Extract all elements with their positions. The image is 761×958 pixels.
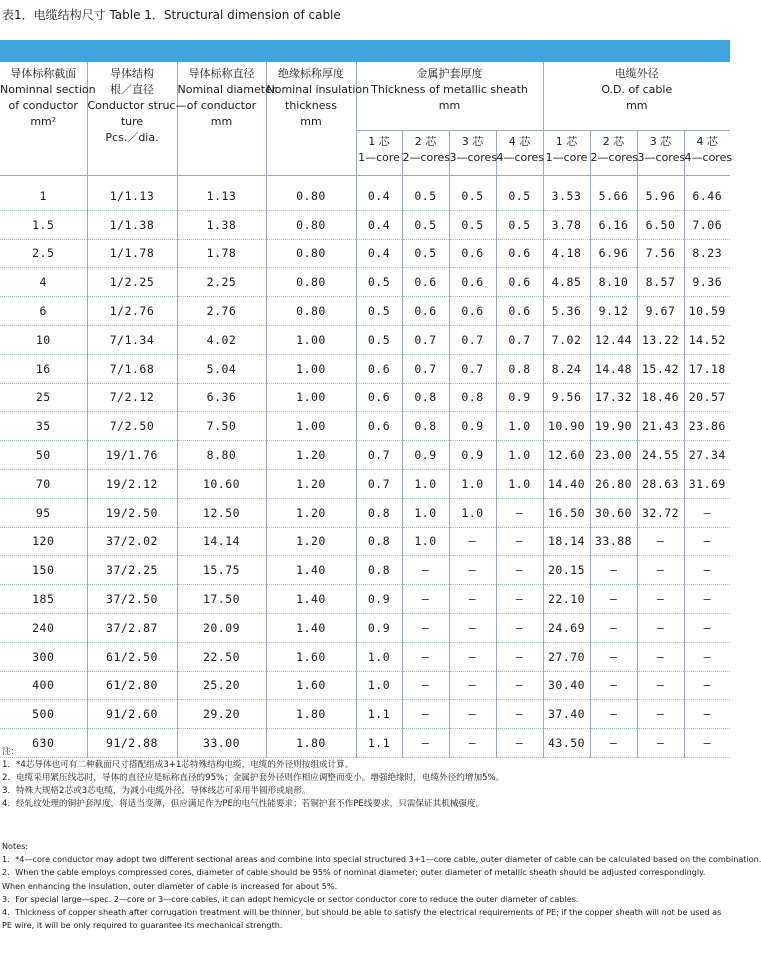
table-cell: 1/1.13 xyxy=(87,176,177,211)
table-cell: 1.00 xyxy=(266,325,356,354)
table-cell: 14.14 xyxy=(177,527,266,556)
table-cell: 1.20 xyxy=(266,441,356,470)
table-cell: 3.78 xyxy=(543,210,590,239)
table-cell: 3.53 xyxy=(543,176,590,211)
table-cell: — xyxy=(637,671,684,700)
table-cell: 10 xyxy=(0,325,87,354)
table-cell: 0.6 xyxy=(402,268,449,297)
table-cell: 1.20 xyxy=(266,498,356,527)
od-1core: 1 芯 1—core xyxy=(543,131,590,176)
header-band xyxy=(0,40,730,62)
table-cell: 1.40 xyxy=(266,585,356,614)
col-header-section: 导体标称截面 Nominnal section of conductor mm² xyxy=(0,62,87,176)
table-cell: — xyxy=(496,556,543,585)
col-header-diameter: 导体标称直径 Nominal diameter of conductor mm xyxy=(177,62,266,176)
table-cell: — xyxy=(637,527,684,556)
table-title: 表1．电缆结构尺寸 Table 1．Structural dimension of cable xyxy=(2,8,341,22)
table-cell: 630 xyxy=(0,729,87,758)
table-cell: 1.40 xyxy=(266,613,356,642)
table-row xyxy=(0,325,730,354)
table-cell: 8.24 xyxy=(543,354,590,383)
table-cell: 0.7 xyxy=(449,354,496,383)
table-cell: 0.6 xyxy=(356,354,402,383)
table-cell: 7/1.34 xyxy=(87,325,177,354)
table-cell: 7.06 xyxy=(684,210,730,239)
table-cell: 0.8 xyxy=(402,383,449,412)
table-cell: 23.86 xyxy=(684,412,730,441)
table-cell: — xyxy=(496,585,543,614)
table-cell: 5.96 xyxy=(637,176,684,211)
table-cell: — xyxy=(402,671,449,700)
table-cell: 6.50 xyxy=(637,210,684,239)
table-cell: 1.80 xyxy=(266,729,356,758)
table-cell: 150 xyxy=(0,556,87,585)
table-cell: 4.85 xyxy=(543,268,590,297)
table-cell: 7/2.50 xyxy=(87,412,177,441)
table-cell: — xyxy=(449,613,496,642)
table-cell: — xyxy=(402,642,449,671)
table-cell: 22.50 xyxy=(177,642,266,671)
table-cell: — xyxy=(449,527,496,556)
table-cell: 0.5 xyxy=(496,210,543,239)
table-cell: 0.9 xyxy=(402,441,449,470)
table-cell: 12.44 xyxy=(590,325,637,354)
table-cell: 30.60 xyxy=(590,498,637,527)
table-cell: 4.02 xyxy=(177,325,266,354)
table-cell: 0.6 xyxy=(449,239,496,268)
table-cell: 4.18 xyxy=(543,239,590,268)
table-cell: 22.10 xyxy=(543,585,590,614)
table-row xyxy=(0,527,730,556)
table-cell: 43.50 xyxy=(543,729,590,758)
table-cell: 18.14 xyxy=(543,527,590,556)
table-cell: 37/2.87 xyxy=(87,613,177,642)
table-cell: — xyxy=(590,700,637,729)
table-cell: 0.6 xyxy=(496,268,543,297)
table-cell: 0.5 xyxy=(402,239,449,268)
table-cell: 185 xyxy=(0,585,87,614)
note-en-item: 1．*4—core conductor may adopt two different sectional areas and combine into special structured 3+1—core cable, outer diameter of cable can be calculated based on the combination. xyxy=(2,854,761,865)
table-cell: 0.80 xyxy=(266,268,356,297)
table-cell: 0.5 xyxy=(449,176,496,211)
table-cell: 91/2.60 xyxy=(87,700,177,729)
table-cell: — xyxy=(402,613,449,642)
table-cell: 33.00 xyxy=(177,729,266,758)
table-cell: 120 xyxy=(0,527,87,556)
table-cell: 12.50 xyxy=(177,498,266,527)
table-cell: 5.66 xyxy=(590,176,637,211)
notes-chinese xyxy=(2,746,730,811)
table-cell: 23.00 xyxy=(590,441,637,470)
table-cell: 0.6 xyxy=(496,297,543,326)
table-cell: 15.75 xyxy=(177,556,266,585)
table-cell: 35 xyxy=(0,412,87,441)
table-cell: 6.96 xyxy=(590,239,637,268)
table-row xyxy=(0,176,730,211)
table-cell: 1/1.78 xyxy=(87,239,177,268)
table-cell: 10.90 xyxy=(543,412,590,441)
table-cell: 9.56 xyxy=(543,383,590,412)
table-cell: 24.69 xyxy=(543,613,590,642)
table-cell: 0.9 xyxy=(449,441,496,470)
table-cell: 0.6 xyxy=(449,268,496,297)
table-cell: 0.7 xyxy=(356,441,402,470)
table-cell: 14.40 xyxy=(543,469,590,498)
table-cell: — xyxy=(449,556,496,585)
table-cell: 19/2.50 xyxy=(87,498,177,527)
table-cell: 25.20 xyxy=(177,671,266,700)
table-cell: — xyxy=(637,613,684,642)
table-cell: 1.13 xyxy=(177,176,266,211)
table-cell: 0.6 xyxy=(356,412,402,441)
table-cell: 0.9 xyxy=(449,412,496,441)
table-cell: 33.88 xyxy=(590,527,637,556)
table-cell: 28.63 xyxy=(637,469,684,498)
table-cell: 7/1.68 xyxy=(87,354,177,383)
table-cell: 1.00 xyxy=(266,383,356,412)
table-cell: 8.23 xyxy=(684,239,730,268)
table-cell: 61/2.80 xyxy=(87,671,177,700)
table-cell: 19/2.12 xyxy=(87,469,177,498)
table-cell: 37/2.02 xyxy=(87,527,177,556)
table-cell: — xyxy=(496,729,543,758)
table-cell: — xyxy=(684,585,730,614)
table-cell: — xyxy=(684,729,730,758)
table-cell: 1/2.25 xyxy=(87,268,177,297)
table-cell: 0.5 xyxy=(496,176,543,211)
table-cell: 27.34 xyxy=(684,441,730,470)
table-cell: 0.4 xyxy=(356,210,402,239)
table-body xyxy=(0,176,730,758)
od-2cores: 2 芯 2—cores xyxy=(590,131,637,176)
table-cell: 0.8 xyxy=(402,412,449,441)
table-cell: 1.1 xyxy=(356,700,402,729)
sheath-4cores: 4 芯 4—cores xyxy=(496,131,543,176)
table-cell: 0.7 xyxy=(449,325,496,354)
table-cell: 1.60 xyxy=(266,642,356,671)
table-cell: 1/2.76 xyxy=(87,297,177,326)
table-cell: 18.46 xyxy=(637,383,684,412)
table-cell: — xyxy=(496,671,543,700)
table-cell: 1.0 xyxy=(356,671,402,700)
od-3cores: 3 芯 3—cores xyxy=(637,131,684,176)
table-cell: 6 xyxy=(0,297,87,326)
table-row xyxy=(0,585,730,614)
col-header-structure: 导体结构 根／直径 Conductor struc— ture Pcs.／dia. xyxy=(87,62,177,176)
notes-en-heading: Notes: xyxy=(2,841,29,851)
table-cell: — xyxy=(684,700,730,729)
table-cell: 6.16 xyxy=(590,210,637,239)
table-cell: 20.09 xyxy=(177,613,266,642)
table-cell: — xyxy=(684,556,730,585)
group-header-od: 电缆外径 O.D. of cable mm xyxy=(543,62,730,131)
table-cell: 2.5 xyxy=(0,239,87,268)
table-cell: 37/2.50 xyxy=(87,585,177,614)
table-cell: 95 xyxy=(0,498,87,527)
table-cell: 240 xyxy=(0,613,87,642)
note-en-item: 3．For special large—spec. 2—core or 3—core cables, it can adopt hemicycle or sector conductor core to reduce the outer diameter of cables. xyxy=(2,893,579,904)
table-cell: 1 xyxy=(0,176,87,211)
table-cell: 7.02 xyxy=(543,325,590,354)
sheath-1core: 1 芯 1—core xyxy=(356,131,402,176)
table-cell: 70 xyxy=(0,469,87,498)
table-row xyxy=(0,412,730,441)
table-cell: 0.9 xyxy=(356,585,402,614)
table-cell: 10.60 xyxy=(177,469,266,498)
table-cell: 0.8 xyxy=(356,498,402,527)
table-cell: 27.70 xyxy=(543,642,590,671)
table-cell: 8.57 xyxy=(637,268,684,297)
table-cell: 0.7 xyxy=(356,469,402,498)
sheath-3cores: 3 芯 3—cores xyxy=(449,131,496,176)
table-cell: 1.0 xyxy=(402,527,449,556)
table-cell: — xyxy=(496,642,543,671)
table-cell: — xyxy=(449,585,496,614)
table-row xyxy=(0,613,730,642)
table-cell: 0.7 xyxy=(402,354,449,383)
table-cell: 30.40 xyxy=(543,671,590,700)
table-cell: 19/1.76 xyxy=(87,441,177,470)
cable-dimension-table xyxy=(0,62,733,758)
table-cell: 0.80 xyxy=(266,210,356,239)
table-cell: — xyxy=(590,729,637,758)
table-cell: 0.4 xyxy=(356,239,402,268)
table-cell: — xyxy=(449,642,496,671)
note-cn-item: 3．特殊大规格2芯或3芯电缆，为减小电缆外径，导体线芯可采用半圆形或扇形。 xyxy=(2,786,311,796)
note-cn-item: 4．经轧纹处理的铜护套厚度，将适当变薄，但应满足作为PE的电气性能要求；若铜护套不作PE线要求，只需保证其机械强度。 xyxy=(2,799,485,809)
table-cell: 0.8 xyxy=(496,354,543,383)
table-cell: — xyxy=(637,585,684,614)
table-cell: 0.4 xyxy=(356,176,402,211)
table-cell: 1.0 xyxy=(449,498,496,527)
table-cell: — xyxy=(684,671,730,700)
table-cell: 29.20 xyxy=(177,700,266,729)
table-cell: 6.46 xyxy=(684,176,730,211)
table-cell: 0.6 xyxy=(496,239,543,268)
table-cell: 1.0 xyxy=(449,469,496,498)
table-cell: — xyxy=(684,527,730,556)
table-cell: 16 xyxy=(0,354,87,383)
table-cell: 13.22 xyxy=(637,325,684,354)
table-cell: 1.0 xyxy=(356,642,402,671)
table-cell: 1.1 xyxy=(356,729,402,758)
table-cell: 1/1.38 xyxy=(87,210,177,239)
table-row xyxy=(0,268,730,297)
table-cell: — xyxy=(402,729,449,758)
table-row xyxy=(0,354,730,383)
table-cell: — xyxy=(684,613,730,642)
table-cell: 1.40 xyxy=(266,556,356,585)
table-cell: — xyxy=(590,613,637,642)
table-cell: 50 xyxy=(0,441,87,470)
table-cell: 4 xyxy=(0,268,87,297)
table-cell: 0.80 xyxy=(266,239,356,268)
table-cell: 0.5 xyxy=(402,176,449,211)
table-cell: 1.5 xyxy=(0,210,87,239)
table-cell: 300 xyxy=(0,642,87,671)
table-cell: 1.0 xyxy=(402,498,449,527)
table-row xyxy=(0,383,730,412)
table-cell: 17.18 xyxy=(684,354,730,383)
table-row xyxy=(0,469,730,498)
table-cell: 0.80 xyxy=(266,176,356,211)
table-cell: 91/2.88 xyxy=(87,729,177,758)
note-cn-item: 1．*4芯导体也可有二种截面尺寸搭配组成3+1芯特殊结构电缆，电缆的外径则按组成计算。 xyxy=(2,760,354,770)
note-en-item: 4．Thickness of copper sheath after corrugation treatment will be thinner, but should be able to satisfy the electrical requirements of PE; if the copper sheath will not be used as PE wire, it will be only required to guarantee its mechanical strength. xyxy=(2,907,722,931)
table-cell: 9.36 xyxy=(684,268,730,297)
table-row xyxy=(0,239,730,268)
table-cell: — xyxy=(637,642,684,671)
table-cell: 1.00 xyxy=(266,354,356,383)
table-cell: 32.72 xyxy=(637,498,684,527)
table-cell: 19.90 xyxy=(590,412,637,441)
table-cell: — xyxy=(496,700,543,729)
table-cell: 0.5 xyxy=(356,325,402,354)
table-cell: 0.5 xyxy=(449,210,496,239)
table-cell: 8.10 xyxy=(590,268,637,297)
table-cell: 14.48 xyxy=(590,354,637,383)
table-cell: 2.76 xyxy=(177,297,266,326)
table-cell: 16.50 xyxy=(543,498,590,527)
table-cell: 31.69 xyxy=(684,469,730,498)
table-row xyxy=(0,671,730,700)
table-cell: — xyxy=(590,556,637,585)
table-cell: 400 xyxy=(0,671,87,700)
table-cell: 1.0 xyxy=(496,469,543,498)
group-header-sheath: 金属护套厚度 Thickness of metallic sheath mm xyxy=(356,62,543,131)
table-cell: 7.50 xyxy=(177,412,266,441)
table-row xyxy=(0,297,730,326)
table-row xyxy=(0,498,730,527)
table-cell: — xyxy=(402,585,449,614)
col-header-insulation: 绝缘标称厚度 Nominal insulation thickness mm xyxy=(266,62,356,176)
table-cell: 20.57 xyxy=(684,383,730,412)
table-cell: 0.9 xyxy=(356,613,402,642)
table-cell: 37/2.25 xyxy=(87,556,177,585)
table-cell: 1.80 xyxy=(266,700,356,729)
table-cell: 5.04 xyxy=(177,354,266,383)
table-cell: — xyxy=(449,671,496,700)
sheath-2cores: 2 芯 2—cores xyxy=(402,131,449,176)
table-cell: 17.50 xyxy=(177,585,266,614)
table-cell: 0.8 xyxy=(356,527,402,556)
notes-english xyxy=(2,840,761,932)
table-cell: 1.78 xyxy=(177,239,266,268)
table-cell: — xyxy=(637,556,684,585)
table-cell: 0.80 xyxy=(266,297,356,326)
table-cell: 9.67 xyxy=(637,297,684,326)
table-cell: 25 xyxy=(0,383,87,412)
table-cell: 1.38 xyxy=(177,210,266,239)
table-cell: 6.36 xyxy=(177,383,266,412)
table-cell: — xyxy=(449,700,496,729)
table-cell: 14.52 xyxy=(684,325,730,354)
table-cell: 0.7 xyxy=(496,325,543,354)
table-cell: — xyxy=(496,527,543,556)
table-cell: 1.60 xyxy=(266,671,356,700)
table-row xyxy=(0,556,730,585)
table-cell: 61/2.50 xyxy=(87,642,177,671)
table-cell: 1.0 xyxy=(496,441,543,470)
table-cell: 0.5 xyxy=(402,210,449,239)
table-cell: 12.60 xyxy=(543,441,590,470)
notes-cn-heading: 注： xyxy=(2,747,20,757)
table-cell: 26.80 xyxy=(590,469,637,498)
table-cell: — xyxy=(590,671,637,700)
table-cell: — xyxy=(496,613,543,642)
table-cell: — xyxy=(449,729,496,758)
table-cell: 1.00 xyxy=(266,412,356,441)
table-cell: 9.12 xyxy=(590,297,637,326)
table-row xyxy=(0,642,730,671)
od-4cores: 4 芯 4—cores xyxy=(684,131,730,176)
table-cell: — xyxy=(402,556,449,585)
note-cn-item: 2．电缆采用紧压线芯时，导体的直径应是标称直径的95%；金属护套外径则作相应调整而变小。增强绝缘时，电缆外径约增加5%。 xyxy=(2,773,505,783)
table-row xyxy=(0,441,730,470)
table-cell: 15.42 xyxy=(637,354,684,383)
table-cell: 10.59 xyxy=(684,297,730,326)
table-cell: — xyxy=(637,729,684,758)
table-cell: — xyxy=(684,498,730,527)
table-cell: 0.6 xyxy=(356,383,402,412)
table-cell: 37.40 xyxy=(543,700,590,729)
table-row xyxy=(0,700,730,729)
table-cell: 7.56 xyxy=(637,239,684,268)
table-row xyxy=(0,210,730,239)
table-cell: 21.43 xyxy=(637,412,684,441)
table-cell: 0.6 xyxy=(449,297,496,326)
table-cell: 7/2.12 xyxy=(87,383,177,412)
table-cell: 20.15 xyxy=(543,556,590,585)
table-cell: 0.5 xyxy=(356,268,402,297)
table-cell: — xyxy=(402,700,449,729)
table-cell: — xyxy=(496,498,543,527)
table-cell: 2.25 xyxy=(177,268,266,297)
table-cell: — xyxy=(684,642,730,671)
table-cell: 1.0 xyxy=(496,412,543,441)
table-cell: 8.80 xyxy=(177,441,266,470)
table-cell: 1.0 xyxy=(402,469,449,498)
table-cell: 500 xyxy=(0,700,87,729)
table-cell: 24.55 xyxy=(637,441,684,470)
table-cell: 0.8 xyxy=(449,383,496,412)
table-cell: 5.36 xyxy=(543,297,590,326)
table-cell: 0.6 xyxy=(402,297,449,326)
table-cell: 1.20 xyxy=(266,527,356,556)
table-cell: 0.9 xyxy=(496,383,543,412)
table-cell: — xyxy=(590,642,637,671)
table-cell: 1.20 xyxy=(266,469,356,498)
table-cell: 0.8 xyxy=(356,556,402,585)
table-cell: — xyxy=(590,585,637,614)
table-cell: 17.32 xyxy=(590,383,637,412)
note-en-item: 2．When the cable employs compressed cores, diameter of cable should be 95% of nominal diameter; outer diameter of metallic sheath should be adjusted correspondingly. When enhancing the insulation, outer diameter of cable is increased for about 5%. xyxy=(2,867,706,891)
table-cell: 0.7 xyxy=(402,325,449,354)
table-cell: 0.5 xyxy=(356,297,402,326)
table-cell: — xyxy=(637,700,684,729)
